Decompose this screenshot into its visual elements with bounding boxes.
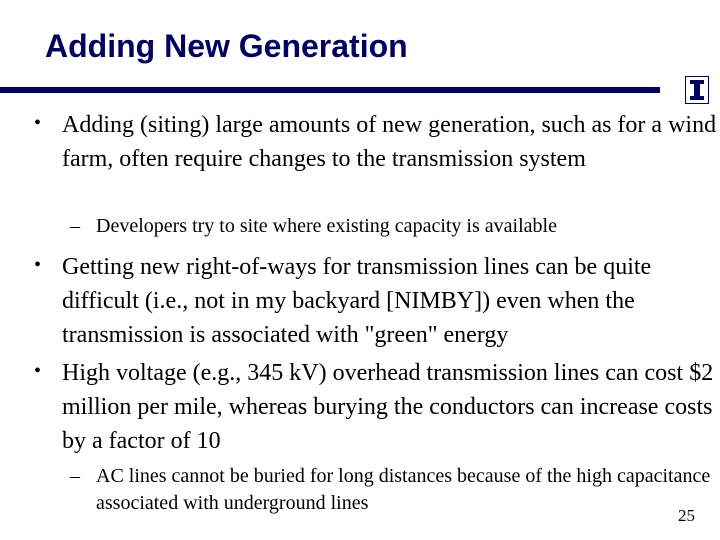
sub-bullet-text: Developers try to site where existing capacity is available [96, 215, 557, 237]
bullet-marker: • [34, 254, 42, 276]
bullet-item [34, 108, 720, 176]
bullet-item [34, 356, 720, 458]
sub-bullet-item [70, 463, 720, 517]
bullet-text: High voltage (e.g., 345 kV) overhead transmission lines can cost $2 million per mile, whereas burying the conductors can increase costs by a factor of 10 [62, 360, 714, 454]
title-rule [0, 87, 660, 93]
sub-bullet-marker: – [70, 465, 80, 487]
sub-bullet-item [70, 213, 720, 240]
bullet-item [34, 250, 720, 352]
university-block-i-logo-icon [685, 76, 709, 104]
bullet-marker: • [34, 112, 42, 134]
sub-bullet-marker: – [70, 215, 80, 237]
page-number: 25 [678, 506, 695, 525]
bullet-text: Getting new right-of-ways for transmission lines can be quite difficult (i.e., not in my backyard [NIMBY]) even when the transmission is associated with "green" energy [62, 254, 652, 348]
bullet-text: Adding (siting) large amounts of new generation, such as for a wind farm, often require changes to the transmission system [62, 112, 717, 172]
slide-title: Adding New Generation [45, 28, 408, 64]
sub-bullet-text: AC lines cannot be buried for long distances because of the high capacitance associated with underground lines [96, 465, 711, 514]
bullet-marker: • [34, 360, 42, 382]
